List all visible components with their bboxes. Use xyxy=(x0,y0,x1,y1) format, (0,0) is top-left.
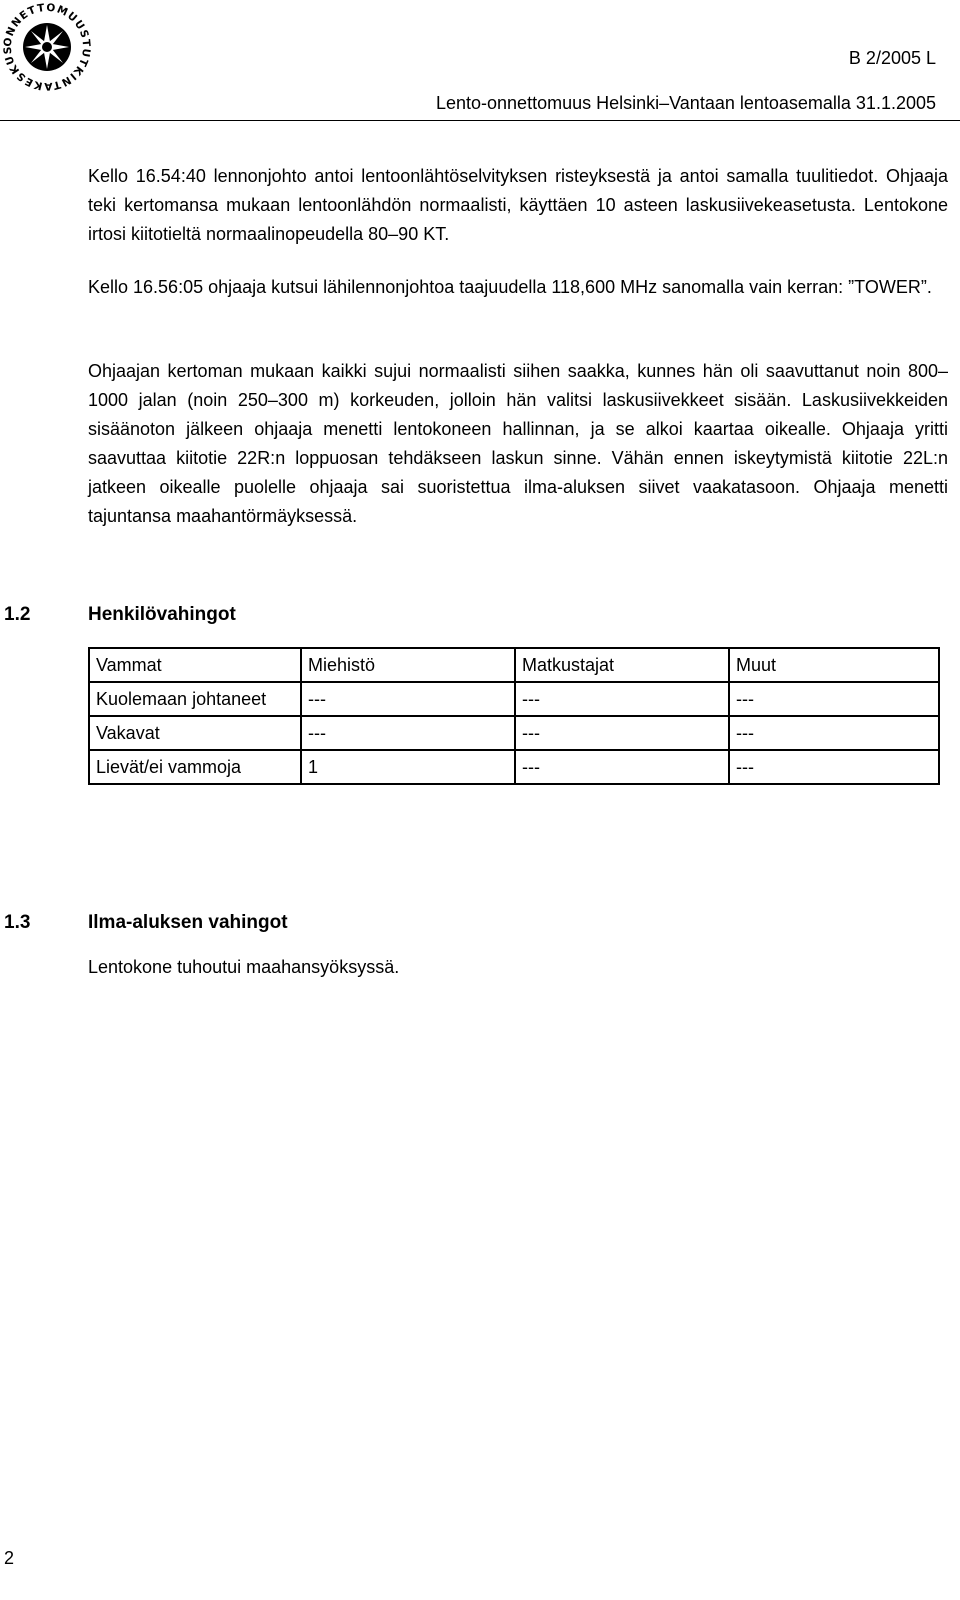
table-row xyxy=(89,750,939,784)
table-cell: --- xyxy=(515,682,729,716)
agency-seal-icon xyxy=(0,0,94,94)
section-heading-aircraft-damage xyxy=(4,912,288,934)
table-cell: --- xyxy=(301,716,515,750)
section-title: Henkilövahingot xyxy=(88,604,236,625)
table-cell: --- xyxy=(301,682,515,716)
report-title: Lento-onnettomuus Helsinki–Vantaan lentoasemalla 31.1.2005 xyxy=(435,93,936,113)
svg-text:ONNETTOMUUSTUTKINTAKESKUS: ONNETTOMUUSTUTKINTAKESKUS xyxy=(1,1,93,93)
table-header-cell: Miehistö xyxy=(301,648,515,682)
section-heading-injuries xyxy=(4,604,236,626)
aircraft-damage-text: Lentokone tuhoutui maahansyöksyssä. xyxy=(88,957,400,977)
table-cell: Kuolemaan johtaneet xyxy=(89,682,301,716)
table-header-cell: Vammat xyxy=(89,648,301,682)
table-row xyxy=(89,716,939,750)
table-cell: 1 xyxy=(301,750,515,784)
table-cell: --- xyxy=(515,750,729,784)
paragraph-tower-call: Kello 16.56:05 ohjaaja kutsui lähilennonjohtoa taajuudella 118,600 MHz sanomalla vain kerran: ”TOWER”. xyxy=(88,277,932,297)
table-row xyxy=(89,682,939,716)
table-header-row xyxy=(89,648,939,682)
table-cell: --- xyxy=(729,716,939,750)
paragraph-takeoff: Kello 16.54:40 lennonjohto antoi lentoonlähtöselvityksen risteyksestä ja antoi samalla tuulitiedot. Ohjaaja teki kertomansa mukaan lentoonlähdön normaalisti, käyttäen 10 asteen laskusiivekeasetusta. Lentokone irtosi kiitotieltä normaalinopeudella 80–90 KT. xyxy=(88,166,948,244)
paragraph-loss-of-control: Ohjaajan kertoman mukaan kaikki sujui normaalisti siihen saakka, kunnes hän oli saavuttanut noin 800–1000 jalan (noin 250–300 m) korkeuden, jolloin hän valitsi laskusiivekkeet sisään. Laskusiivekkeiden sisäänoton jälkeen ohjaaja menetti lentokoneen hallinnan, ja se alkoi kaartaa oikealle. Ohjaaja yritti saavuttaa kiitotie 22R:n loppuosan tehdäkseen laskun sinne. Vähän ennen iskeytymistä kiitotie 22L:n jatkeen oikealle puolelle ohjaaja sai suoristettua ilma-aluksen siivet vaakatasoon. Ohjaaja menetti tajuntansa maahantörmäyksessä. xyxy=(88,361,948,526)
agency-logo xyxy=(0,0,94,94)
table-cell: Lievät/ei vammoja xyxy=(89,750,301,784)
table-cell: --- xyxy=(729,750,939,784)
section-number: 1.2 xyxy=(4,604,31,625)
section-title: Ilma-aluksen vahingot xyxy=(88,912,288,933)
table-cell: --- xyxy=(729,682,939,716)
table-cell: --- xyxy=(515,716,729,750)
section-number: 1.3 xyxy=(4,912,31,933)
page-number: 2 xyxy=(4,1548,15,1568)
table-cell: Vakavat xyxy=(89,716,301,750)
header-divider xyxy=(0,120,960,121)
report-code: B 2/2005 L xyxy=(848,48,936,68)
table-header-cell: Matkustajat xyxy=(515,648,729,682)
table-header-cell: Muut xyxy=(729,648,939,682)
injuries-table xyxy=(88,647,940,785)
